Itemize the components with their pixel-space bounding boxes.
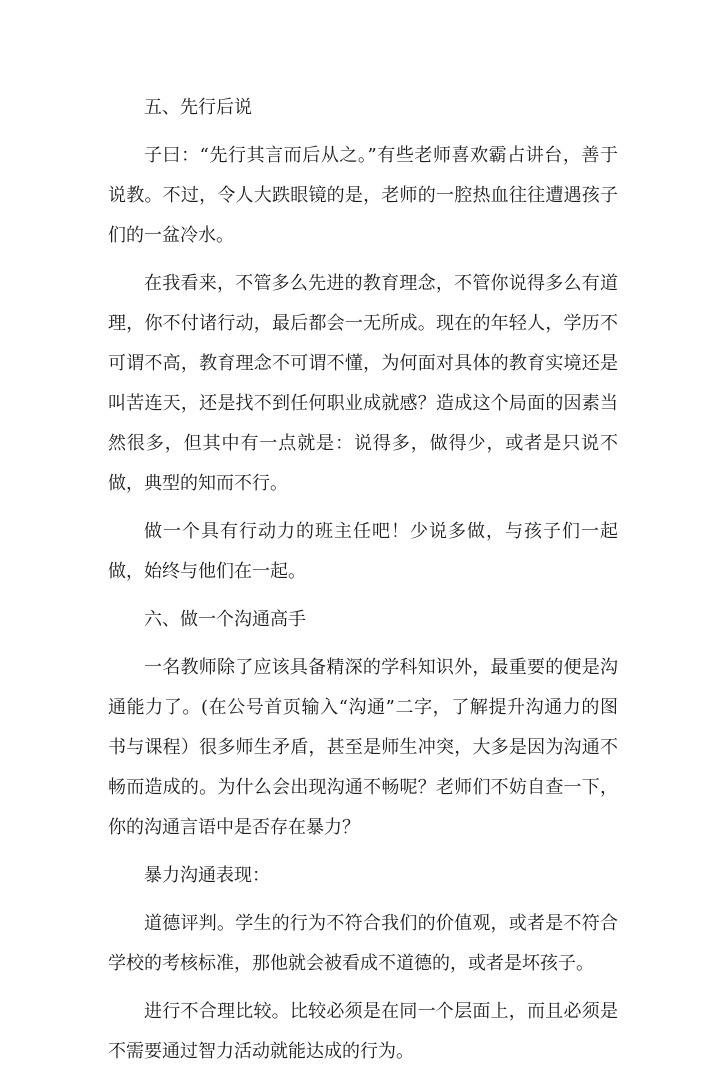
- paragraph-confucius-quote: 子曰：“先行其言而后从之。”有些老师喜欢霸占讲台，善于说教。不过，令人大跌眼镜的是，老师的一腔热血往往遭遇孩子们的一盆冷水。: [108, 145, 618, 246]
- section-heading-five: 五、先行后说: [144, 97, 252, 118]
- subheading-violent-communication: 暴力沟通表现：: [144, 865, 270, 886]
- paragraph-communication: 一名教师除了应该具备精深的学科知识外，最重要的便是沟通能力了。(在公号首页输入“沟通”二字，了解提升沟通力的图书与课程）很多师生矛盾，甚至是师生冲突，大多是因为沟通不畅而造成的。为什么会出现沟通不畅呢？老师们不妨自查一下，你的沟通言语中是否存在暴力？: [108, 657, 618, 838]
- paragraph-action-teacher: 做一个具有行动力的班主任吧！少说多做，与孩子们一起做，始终与他们在一起。: [108, 521, 618, 582]
- section-heading-six: 六、做一个沟通高手: [144, 609, 306, 630]
- paragraph-moral-judgement: 道德评判。学生的行为不符合我们的价值观，或者是不符合学校的考核标准，那他就会被看成不道德的，或者是坏孩子。: [108, 913, 618, 974]
- document-body: [108, 88, 618, 1080]
- paragraph-education-ideas: 在我看来，不管多么先进的教育理念，不管你说得多么有道理，你不付诸行动，最后都会一无所成。现在的年轻人，学历不可谓不高，教育理念不可谓不懂，为何面对具体的教育实境还是叫苦连天，还是找不到任何职业成就感？造成这个局面的因素当然很多，但其中有一点就是：说得多，做得少，或者是只说不做，典型的知而不行。: [108, 273, 618, 494]
- paragraph-unreasonable-comparison: 进行不合理比较。比较必须是在同一个层面上，而且必须是不需要通过智力活动就能达成的行为。: [108, 1001, 618, 1062]
